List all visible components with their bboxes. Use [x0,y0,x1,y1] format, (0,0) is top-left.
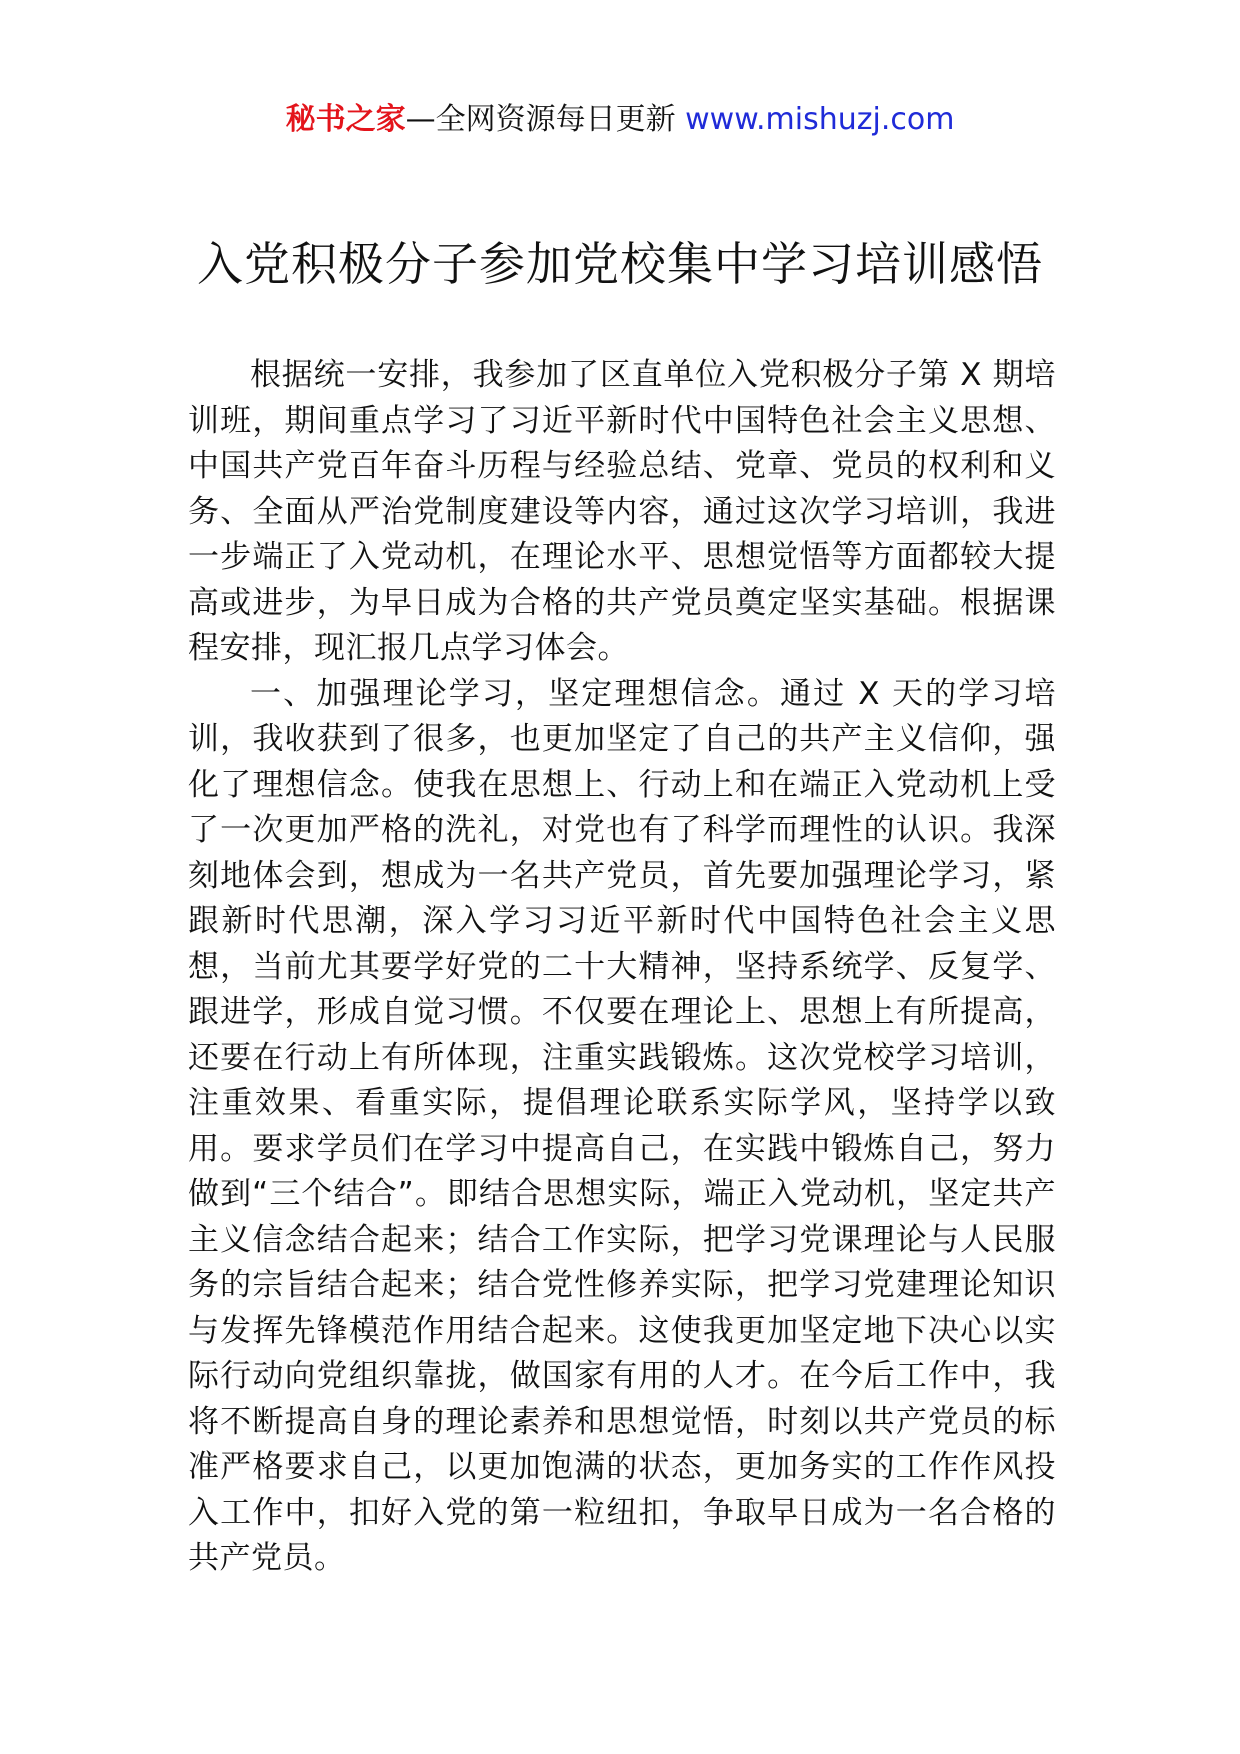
site-url-link[interactable]: www.mishuzj.com [685,102,955,137]
document-body [188,353,1056,1582]
site-header [0,98,1240,142]
paragraph-intro: 根据统一安排，我参加了区直单位入党积极分子第 X 期培训班，期间重点学习了习近平新时代中国特色社会主义思想、中国共产党百年奋斗历程与经验总结、党章、党员的权利和义务、全面从严治党制度建设等内容，通过这次学习培训，我进一步端正了入党动机，在理论水平、思想觉悟等方面都较大提高或进步，为早日成为合格的共产党员奠定坚实基础。根据课程安排，现汇报几点学习体会。 [188,357,1056,666]
document-title: 入党积极分子参加党校集中学习培训感悟 [197,237,1043,291]
paragraph-section-one: 一、加强理论学习，坚定理想信念。通过 X 天的学习培训，我收获到了很多，也更加坚定了自己的共产主义信仰，强化了理想信念。使我在思想上、行动上和在端正入党动机上受了一次更加严格的洗礼，对党也有了科学而理性的认识。我深刻地体会到，想成为一名共产党员，首先要加强理论学习，紧跟新时代思潮，深入学习习近平新时代中国特色社会主义思想，当前尤其要学好党的二十大精神，坚持系统学、反复学、跟进学，形成自觉习惯。不仅要在理论上、思想上有所提高，还要在行动上有所体现，注重实践锻炼。这次党校学习培训，注重效果、看重实际，提倡理论联系实际学风，坚持学以致用。要求学员们在学习中提高自己，在实践中锻炼自己，努力做到“三个结合”。即结合思想实际，端正入党动机，坚定共产主义信念结合起来；结合工作实际，把学习党课理论与人民服务的宗旨结合起来；结合党性修养实际，把学习党建理论知识与发挥先锋模范作用结合起来。这使我更加坚定地下决心以实际行动向党组织靠拢，做国家有用的人才。在今后工作中，我将不断提高自身的理论素养和思想觉悟，时刻以共产党员的标准严格要求自己，以更加饱满的状态，更加务实的工作作风投入工作中，扣好入党的第一粒纽扣，争取早日成为一名合格的共产党员。 [188,675,1056,1576]
brand-name: 秘书之家 [285,102,406,137]
header-tagline: —全网资源每日更新 [405,102,686,137]
